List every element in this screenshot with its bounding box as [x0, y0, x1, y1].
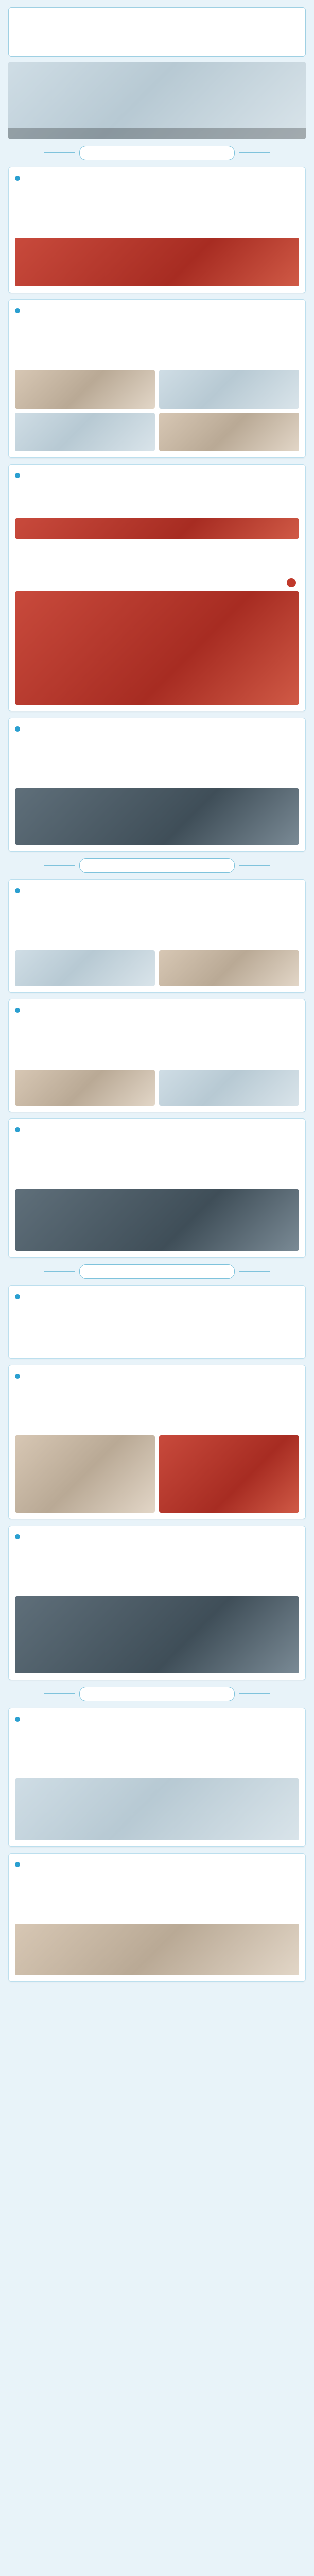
poster-image	[15, 591, 299, 705]
section-title	[15, 1715, 299, 1724]
section-title	[15, 1371, 299, 1381]
section-photo	[159, 1070, 299, 1106]
bullet-icon	[15, 1294, 20, 1299]
section-banner-label	[79, 858, 235, 873]
section-title	[15, 724, 299, 734]
section-text	[15, 1728, 299, 1774]
bullet-icon	[15, 176, 20, 181]
section-banner-3	[8, 1264, 306, 1279]
source-logo-icon	[287, 578, 296, 587]
section-text	[15, 187, 299, 233]
section-text	[15, 1306, 299, 1352]
section-photo	[159, 1435, 299, 1513]
intro-text-box	[8, 7, 306, 57]
bullet-icon	[15, 308, 20, 313]
news-banner-image	[15, 518, 299, 539]
section-photo	[15, 1596, 299, 1673]
section-card-2	[8, 299, 306, 458]
bullet-icon	[15, 888, 20, 893]
section-photo	[159, 413, 299, 451]
section-photo	[15, 1924, 299, 1975]
section-text	[15, 1873, 299, 1920]
section-photo	[15, 1070, 155, 1106]
bullet-icon	[15, 1717, 20, 1722]
section-text	[15, 738, 299, 784]
intro-photo-caption	[8, 128, 306, 139]
section-photo	[15, 1435, 155, 1513]
section-photo	[159, 370, 299, 409]
section-text	[15, 1019, 299, 1065]
section-card-9	[8, 1365, 306, 1519]
section-card-4	[8, 718, 306, 852]
section-banner-label	[79, 1264, 235, 1279]
section-photo	[15, 1778, 299, 1840]
section-banner-label	[79, 1687, 235, 1701]
section-card-11	[8, 1708, 306, 1847]
section-title	[15, 174, 299, 183]
section-text	[15, 484, 299, 515]
section-text	[15, 900, 299, 946]
bullet-icon	[15, 473, 20, 478]
section-title	[15, 1860, 299, 1869]
section-photo	[15, 1189, 299, 1251]
section-card-10	[8, 1526, 306, 1680]
section-title	[15, 1532, 299, 1541]
bullet-icon	[15, 1374, 20, 1379]
section-photo	[15, 370, 155, 409]
section-banner-2	[8, 858, 306, 873]
bullet-icon	[15, 1862, 20, 1867]
section-photo	[15, 413, 155, 451]
news-headline	[15, 539, 299, 578]
bullet-icon	[15, 726, 20, 732]
section-photo	[15, 238, 299, 286]
section-title	[15, 886, 299, 895]
section-title	[15, 471, 299, 480]
section-card-8	[8, 1285, 306, 1359]
section-text	[15, 1139, 299, 1185]
section-card-5	[8, 879, 306, 993]
section-banner-4	[8, 1686, 306, 1702]
bullet-icon	[15, 1008, 20, 1013]
intro-photo	[8, 62, 306, 139]
section-title	[15, 306, 299, 315]
section-title	[15, 1125, 299, 1134]
section-card-12	[8, 1853, 306, 1982]
section-text	[15, 319, 299, 366]
section-photo	[15, 950, 155, 986]
section-card-1	[8, 167, 306, 293]
section-photo	[15, 788, 299, 845]
section-banner-label	[79, 146, 235, 160]
news-source	[15, 578, 299, 587]
bullet-icon	[15, 1127, 20, 1132]
section-card-7	[8, 1118, 306, 1258]
section-card-6	[8, 999, 306, 1112]
section-title	[15, 1006, 299, 1015]
section-text	[15, 1546, 299, 1592]
section-photo	[159, 950, 299, 986]
bullet-icon	[15, 1534, 20, 1539]
section-banner-1	[8, 145, 306, 161]
section-title	[15, 1292, 299, 1301]
section-text	[15, 1385, 299, 1431]
section-card-3	[8, 464, 306, 711]
